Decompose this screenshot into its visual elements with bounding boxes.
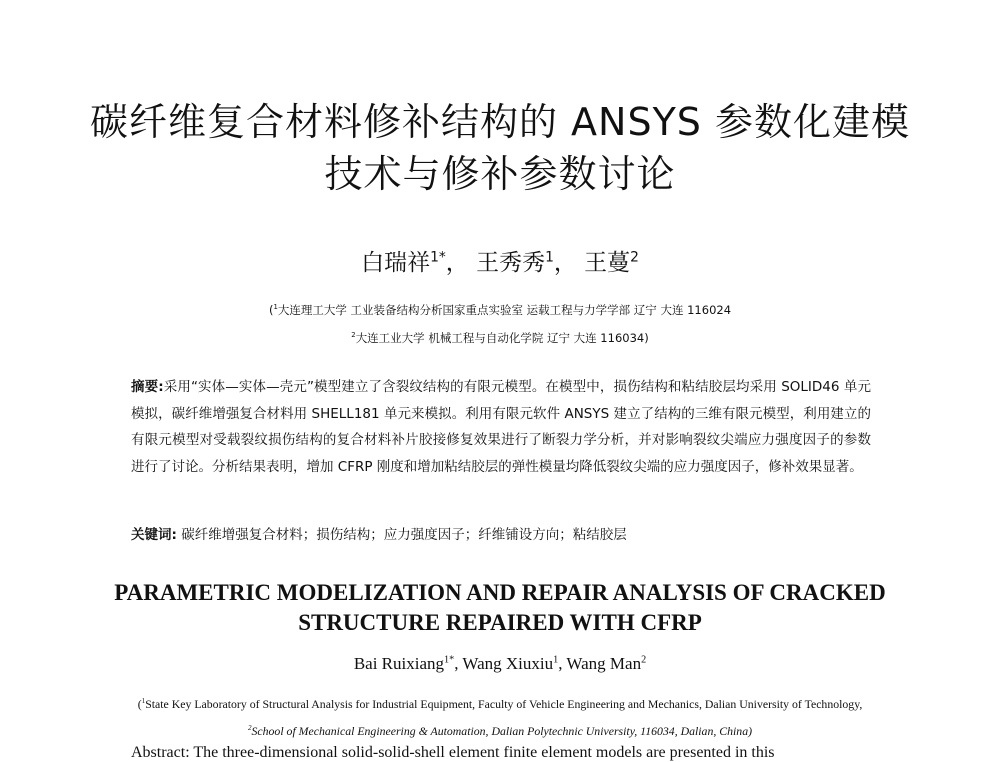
author-name: Bai Ruixiang: [353, 654, 445, 673]
author-sep: ，: [553, 250, 577, 276]
author-name: 王蔓: [584, 250, 631, 276]
authors-en: [0, 654, 1000, 674]
title-cn-line1: 碳纤维复合材料修补结构的 ANSYS 参数化建模: [89, 100, 911, 144]
author-mark: 2: [641, 654, 647, 666]
paper-title-cn: [0, 96, 1000, 200]
author-sep: ,: [558, 654, 567, 673]
affiliation-en-2: $^2$School of Mechanical Engineering & Automation, Dalian Polytechnic University, 116034, Dalian, China): [247, 724, 753, 738]
author-sep: ，: [445, 250, 469, 276]
title-en-line2: STRUCTURE REPAIRED WITH CFRP: [298, 610, 702, 635]
author-name: 白瑞祥: [361, 250, 431, 276]
affiliation-en-1: ($^1$State Key Laboratory of Structural Analysis for Industrial Equipment, Faculty of Vehicle Engineering and Mechanics, Dalian University of Technology,: [137, 697, 863, 711]
affiliation-cn-2: $^2$大连工业大学 机械工程与自动化学院 辽宁 大连 116034): [351, 331, 649, 345]
author-name: 王秀秀: [476, 250, 546, 276]
abstract-label: 摘要:: [131, 379, 164, 395]
author-mark: 1*: [444, 654, 455, 666]
keywords-label: 关键词:: [131, 527, 177, 543]
author-name: Wang Man: [566, 654, 642, 673]
title-cn-line2: 技术与修补参数讨论: [324, 152, 676, 196]
author-mark: 1: [553, 654, 559, 666]
abstract-cn: [131, 374, 871, 480]
keywords-cn: [131, 523, 871, 543]
author-sep: ,: [454, 654, 463, 673]
author-mark: 1*: [430, 249, 446, 266]
author-mark: 2: [630, 249, 639, 266]
author-name: Wang Xiuxiu: [462, 654, 554, 673]
abstract-text: 采用“实体—实体—壳元”模型建立了含裂纹结构的有限元模型。在模型中，损伤结构和粘结胶层均采用 SOLID46 单元模拟，碳纤维增强复合材料用 SHELL181 单元来模拟。利用有限元软件 ANSYS 建立了结构的三维有限元模型，利用建立的有限元模型对受载裂纹损伤结构的复合材料补片胶接修复效果进行了断裂力学分析，并对影响裂纹尖端应力强度因子的参数进行了讨论。分析结果表明，增加 CFRP 刚度和增加粘结胶层的弹性模量均降低裂纹尖端的应力强度因子，修补效果显著。: [131, 379, 871, 475]
author-mark: 1: [545, 249, 554, 266]
authors-cn: [0, 244, 1000, 277]
keywords-text: 碳纤维增强复合材料；损伤结构；应力强度因子；纤维铺设方向；粘结胶层: [181, 527, 627, 543]
paper-title-en: [0, 578, 1000, 638]
abstract-en-partial: Abstract: The three-dimensional solid-solid-shell element finite element models are presented in this: [131, 744, 775, 761]
affiliation-cn-1: ($^1$大连理工大学 工业装备结构分析国家重点实验室 运载工程与力学学部 辽宁 大连 116024: [268, 303, 732, 317]
title-en-line1: PARAMETRIC MODELIZATION AND REPAIR ANALYSIS OF CRACKED: [114, 580, 886, 605]
